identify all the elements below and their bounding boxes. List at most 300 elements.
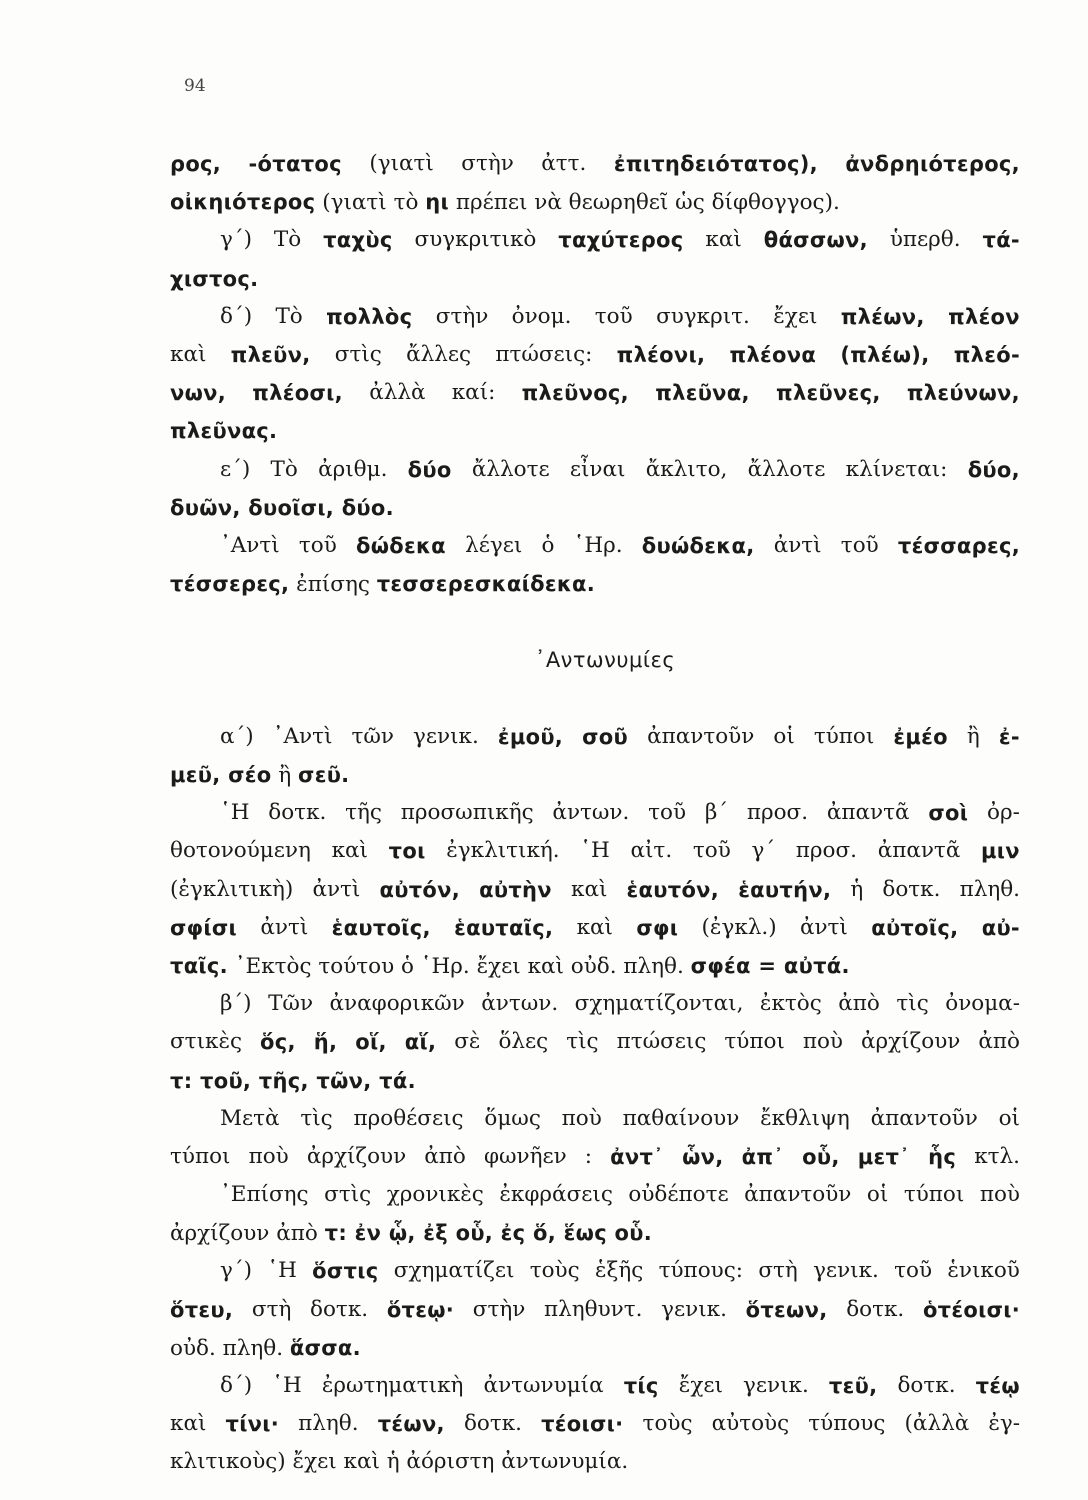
word — [656, 298, 750, 336]
text-line — [170, 1176, 1020, 1214]
text-run: ὀνομα- — [945, 991, 1020, 1017]
word — [354, 1100, 464, 1138]
bold-term: αἵ, — [404, 1030, 437, 1055]
text-run: δ΄) — [220, 1373, 253, 1398]
text-run: τῆς — [345, 800, 382, 826]
word — [758, 1252, 797, 1290]
word — [808, 1405, 885, 1443]
word — [846, 451, 948, 489]
word — [923, 1291, 1020, 1329]
word — [682, 1138, 723, 1176]
word — [968, 451, 1020, 489]
text-line — [170, 527, 1020, 565]
bold-term: ταχύτερος — [558, 228, 684, 253]
word — [814, 718, 874, 756]
text-run: κλίνεται: — [845, 456, 948, 482]
word — [575, 985, 744, 1023]
word — [231, 336, 311, 374]
word — [747, 794, 808, 832]
bold-term: πλεῦνες, — [776, 381, 881, 406]
text-line — [170, 1023, 1020, 1061]
bold-term: τίς — [623, 1374, 659, 1398]
bold-term: σοῦ — [582, 724, 629, 749]
word — [170, 145, 221, 183]
bold-term: οἵ, — [355, 1030, 387, 1055]
text-run: (ἀλλὰ — [904, 1411, 970, 1437]
text-run: καί: — [451, 380, 496, 406]
word — [617, 1023, 707, 1061]
word — [369, 145, 434, 183]
word — [574, 527, 623, 565]
word — [776, 374, 881, 412]
text-run: δοτκ. — [268, 800, 327, 826]
text-run: ὀνομ. — [511, 303, 572, 329]
word — [220, 1100, 280, 1138]
text-line — [170, 832, 1020, 870]
word — [310, 1291, 368, 1329]
word — [867, 1176, 888, 1214]
text-run: στὶς — [334, 341, 382, 367]
word — [170, 1138, 230, 1176]
word — [841, 298, 925, 336]
text-run: πληθ. — [298, 1411, 359, 1437]
bold-term: ἑαυτοῖς, — [331, 915, 431, 940]
word — [272, 1367, 302, 1405]
text-run: λέγει — [465, 532, 523, 558]
text-run: τὶς — [566, 1029, 599, 1055]
word — [643, 1405, 693, 1443]
word — [974, 1138, 1020, 1176]
text-run: φωνῆεν — [483, 1143, 567, 1169]
text-run: γενικ. — [813, 1258, 879, 1284]
bold-term: πολλὸς — [326, 304, 413, 329]
word — [541, 527, 554, 565]
bold-term: πλέων, — [840, 304, 925, 329]
text-run: Τὸ — [270, 456, 298, 482]
text-line — [170, 718, 1020, 756]
text-run: δοτκ. — [846, 1296, 905, 1322]
word — [369, 374, 425, 412]
word — [904, 1176, 964, 1214]
word — [751, 832, 775, 870]
word — [983, 221, 1020, 259]
word — [624, 1367, 659, 1405]
word — [387, 1176, 484, 1214]
text-run: αἰτ. — [630, 838, 673, 864]
text-run: ᾿Αντὶ — [220, 532, 280, 558]
word — [562, 1100, 602, 1138]
text-run: πληθ. — [959, 876, 1020, 902]
text-run: καὶ — [170, 341, 207, 367]
text-run: στὴν — [461, 151, 514, 176]
text-run: τὶς — [300, 1105, 333, 1131]
word — [742, 1138, 784, 1176]
bold-term: ὅς, — [260, 1030, 296, 1055]
word — [424, 1138, 466, 1176]
text-run: ἢ — [271, 763, 299, 788]
word — [655, 374, 750, 412]
word — [898, 527, 1020, 565]
word — [999, 1100, 1020, 1138]
text-run: καὶ — [571, 876, 608, 902]
text-run: πτώσεις — [616, 1029, 707, 1055]
bold-term: σφέα = αὐτά. — [690, 953, 850, 978]
text-run: κλιτικοὺς) ἔχει καὶ ἡ ἀόριστη ἀντωνυμία. — [170, 1449, 629, 1475]
bold-term: αὐτὴν — [479, 877, 552, 902]
text-run: Μετὰ — [220, 1105, 280, 1131]
word — [446, 832, 559, 870]
word — [499, 1176, 612, 1214]
word — [976, 1367, 1020, 1405]
word — [335, 336, 382, 374]
bold-term: δυώδεκα, — [641, 533, 755, 558]
bold-term: ἐπιτηδειότατος), — [613, 152, 818, 176]
text-run: οἱ — [773, 723, 795, 749]
text-run: ἐκφράσεις — [499, 1182, 613, 1208]
word — [585, 1138, 592, 1176]
text-run: παθαίνουν — [622, 1105, 740, 1131]
text-run: προσωπικῆς — [400, 800, 534, 826]
word — [452, 374, 496, 412]
word — [273, 718, 333, 756]
text-line — [170, 947, 1020, 985]
text-line — [170, 756, 1020, 794]
word — [318, 451, 387, 489]
word — [170, 374, 226, 412]
word — [473, 1291, 526, 1329]
word — [552, 794, 629, 832]
word — [275, 298, 302, 336]
word — [846, 1291, 904, 1329]
text-run: τῶν — [351, 723, 394, 749]
word — [905, 1405, 970, 1443]
text-line — [170, 451, 1020, 489]
bold-term: θάσσων, — [763, 228, 868, 253]
bold-term: σφι — [636, 915, 679, 940]
bold-term: τέοισι· — [541, 1412, 624, 1437]
text-run: στὴ — [251, 1296, 292, 1322]
word — [220, 527, 280, 565]
word — [220, 794, 250, 832]
word — [323, 221, 393, 259]
text-run: ἀπαντᾶ — [877, 838, 961, 864]
text-run: ὀρ- — [987, 800, 1020, 826]
word — [897, 1367, 955, 1405]
word — [764, 221, 868, 259]
word — [882, 871, 940, 909]
text-run: δοτκ. — [310, 1296, 369, 1322]
text-run: δοτκ. — [882, 876, 941, 902]
bold-term: δώδεκα — [355, 533, 446, 558]
bold-term: (πλέω), — [840, 342, 930, 367]
word — [630, 832, 672, 870]
word — [724, 1023, 784, 1061]
word — [512, 298, 572, 336]
bold-term: πλεύνων, — [906, 381, 1020, 406]
text-run: τύποι — [903, 1182, 965, 1208]
word — [322, 1367, 464, 1405]
bold-term: ὧν, — [682, 1144, 724, 1169]
text-run: τοῦ — [648, 800, 687, 826]
text-line — [170, 183, 1020, 221]
text-line — [170, 565, 1020, 603]
word — [646, 451, 728, 489]
word — [220, 298, 252, 336]
text-run: ἐρωτηματικὴ — [321, 1373, 464, 1398]
word — [907, 374, 1020, 412]
text-run: στὶς — [324, 1182, 372, 1208]
text-run: καὶ — [576, 914, 613, 940]
word — [312, 871, 360, 909]
bold-term: τέων, — [377, 1412, 445, 1437]
bold-term: τέῳ — [975, 1374, 1020, 1398]
text-line — [170, 221, 1020, 259]
text-run: (γιατὶ τὸ — [315, 190, 426, 216]
text-run: τύποι — [724, 1029, 785, 1055]
bold-term: πλεῦνας. — [170, 419, 278, 444]
text-run: Τὸ — [275, 303, 303, 329]
text-run: ἀλλὰ — [369, 380, 426, 406]
word — [220, 451, 250, 489]
text-run: ἀπαντᾶ — [826, 800, 910, 826]
word — [627, 871, 720, 909]
spacer — [170, 603, 1020, 641]
text-run: στικὲς — [170, 1029, 243, 1055]
word — [760, 1100, 850, 1138]
word — [220, 1176, 309, 1214]
word — [345, 794, 382, 832]
text-line — [170, 1214, 1020, 1252]
text-run: οἱ — [998, 1105, 1020, 1131]
word — [617, 336, 706, 374]
word — [274, 221, 301, 259]
word — [268, 794, 326, 832]
word — [461, 145, 514, 183]
word — [829, 1367, 877, 1405]
text-run: ὑπερθ. — [889, 227, 961, 253]
text-run: γενικ. — [661, 1296, 727, 1322]
bold-term: πλεό- — [953, 342, 1020, 367]
word — [314, 1023, 338, 1061]
word — [249, 145, 342, 183]
text-line — [170, 1329, 1020, 1367]
word — [379, 871, 460, 909]
text-line — [170, 1443, 1020, 1481]
word — [981, 832, 1020, 870]
word — [610, 1138, 664, 1176]
word — [890, 221, 961, 259]
word — [743, 1367, 809, 1405]
word — [541, 145, 586, 183]
word — [332, 909, 431, 947]
text-run: ἀρχίζουν ἀπὸ — [170, 1221, 325, 1247]
word — [712, 1405, 790, 1443]
bold-term: αὐτοῖς, — [871, 915, 959, 940]
text-run: ὅλες — [498, 1029, 549, 1055]
word — [454, 1023, 480, 1061]
text-run: στὴν — [472, 1296, 526, 1322]
text-run: δοτκ. — [463, 1411, 522, 1437]
word — [170, 336, 206, 374]
bold-term: τεσσερεσκαίδεκα. — [376, 572, 596, 597]
bold-term: δύο — [407, 457, 452, 482]
bold-term: ἐμοῦ, — [497, 724, 564, 749]
text-run: οὐδ. πληθ. — [170, 1335, 290, 1361]
word — [387, 1291, 454, 1329]
word — [679, 1367, 723, 1405]
bold-term: ὁτέοισι· — [922, 1297, 1020, 1322]
text-run: σχηματίζονται, — [574, 991, 744, 1017]
bold-term: αὐτόν, — [379, 877, 461, 902]
text-run: καὶ — [331, 838, 368, 864]
bold-term: πλέον — [948, 304, 1020, 329]
word — [636, 909, 678, 947]
word — [928, 794, 968, 832]
text-line — [170, 794, 1020, 832]
word — [413, 718, 479, 756]
text-line — [170, 1405, 1020, 1443]
text-run: ῾Η — [272, 1373, 302, 1398]
text-line — [170, 260, 1020, 298]
text-run: ἄλλοτε — [747, 456, 826, 482]
word — [260, 1023, 296, 1061]
word — [571, 871, 607, 909]
word — [796, 832, 857, 870]
word — [401, 794, 534, 832]
word — [838, 985, 880, 1023]
word — [472, 451, 550, 489]
bold-term: πλέονα — [729, 342, 817, 367]
text-run: ἐγ- — [988, 1411, 1020, 1437]
text-run: β΄) — [220, 991, 252, 1017]
text-line — [170, 1100, 1020, 1138]
text-run: θοτονούμενη — [170, 838, 311, 864]
text-run: ἄλλοτε — [471, 456, 550, 482]
bold-term: οἰκηιότερος — [170, 190, 316, 215]
word — [577, 909, 613, 947]
word — [705, 794, 728, 832]
text-line — [170, 336, 1020, 374]
text-run: στὴ — [758, 1258, 798, 1284]
word — [960, 871, 1020, 909]
text-run: ῾Η — [267, 1258, 297, 1284]
word — [999, 718, 1020, 756]
word — [324, 1176, 371, 1214]
text-run: γ΄) — [220, 227, 252, 253]
text-run: γενικ. — [413, 723, 479, 749]
text-run: αὐτοὺς — [711, 1411, 790, 1437]
text-line — [170, 1291, 1020, 1329]
word — [170, 1405, 206, 1443]
word — [746, 1291, 828, 1329]
text-run: συγκριτικὸ — [414, 227, 537, 253]
text-run: τοῦ — [894, 1258, 933, 1284]
bold-term: μετ᾿ — [857, 1144, 910, 1169]
word — [773, 298, 817, 336]
word — [220, 718, 254, 756]
text-run: ἀρχίζουν — [860, 1029, 961, 1055]
text-run: ἀπὸ — [838, 991, 880, 1017]
word — [659, 1252, 743, 1290]
bold-term: δύο, — [967, 457, 1020, 482]
bold-term: τ: τοῦ, τῆς, τῶν, τά. — [170, 1068, 416, 1093]
word — [220, 221, 252, 259]
text-line — [170, 412, 1020, 450]
word — [268, 985, 313, 1023]
text-run: ἑνικοῦ — [947, 1258, 1020, 1284]
bold-term: -ότατος — [248, 152, 342, 176]
word — [988, 1405, 1020, 1443]
text-line — [170, 489, 1020, 527]
word — [170, 1291, 233, 1329]
bold-term: ἑαυτόν, — [626, 877, 720, 902]
word — [522, 374, 629, 412]
word — [978, 1023, 1020, 1061]
word — [544, 1291, 642, 1329]
text-run: ἀντὶ — [799, 914, 848, 940]
text-run: ᾿Αντὶ — [272, 723, 333, 749]
word — [982, 909, 1020, 947]
text-line — [170, 145, 1020, 183]
text-run: προσ. — [746, 800, 809, 826]
word — [582, 718, 628, 756]
bold-term: τοι — [388, 839, 426, 864]
word — [415, 221, 537, 259]
text-run: δ΄) — [220, 303, 253, 329]
word — [170, 909, 237, 947]
word — [541, 1405, 623, 1443]
word — [693, 832, 731, 870]
text-run: πρέπει νὰ θεωρηθεῖ ὡς δίφθογγος). — [448, 190, 840, 216]
text-run: ἀντὶ — [260, 914, 309, 940]
word — [800, 909, 848, 947]
word — [738, 871, 831, 909]
word — [408, 451, 452, 489]
bold-term: πλέοσι, — [252, 381, 343, 406]
word — [773, 718, 794, 756]
bold-term: ἑαυταῖς, — [454, 915, 554, 940]
text-line — [170, 1367, 1020, 1405]
word — [871, 909, 958, 947]
bold-term: αὐ- — [981, 915, 1020, 940]
word — [802, 1138, 840, 1176]
text-run: προθέσεις — [353, 1105, 464, 1131]
word — [730, 336, 817, 374]
word — [850, 871, 863, 909]
word — [530, 1252, 580, 1290]
word — [858, 1138, 910, 1176]
text-run: κτλ. — [974, 1143, 1020, 1169]
text-run: εἶναι — [569, 456, 626, 482]
text-run: (ἐγκλ.) — [701, 914, 777, 940]
bold-term: τ: ἐν ᾧ, ἐξ οὗ, ἐς ὅ, ἕως οὗ. — [324, 1221, 653, 1246]
word — [252, 374, 343, 412]
word — [896, 985, 928, 1023]
bold-term: ἥ, — [313, 1030, 338, 1055]
text-run: ἀντὶ — [773, 532, 822, 558]
text-run: α΄) — [220, 723, 254, 749]
text-run: ἀντων. — [481, 991, 559, 1017]
text-run: πληθυντ. — [544, 1296, 643, 1322]
text-line — [170, 298, 1020, 336]
word — [648, 794, 686, 832]
word — [484, 1138, 567, 1176]
word — [702, 909, 777, 947]
text-run: ἀπαντοῦν — [744, 1182, 852, 1208]
word — [894, 1252, 932, 1290]
text-run: β΄ — [704, 800, 729, 826]
word — [954, 336, 1020, 374]
